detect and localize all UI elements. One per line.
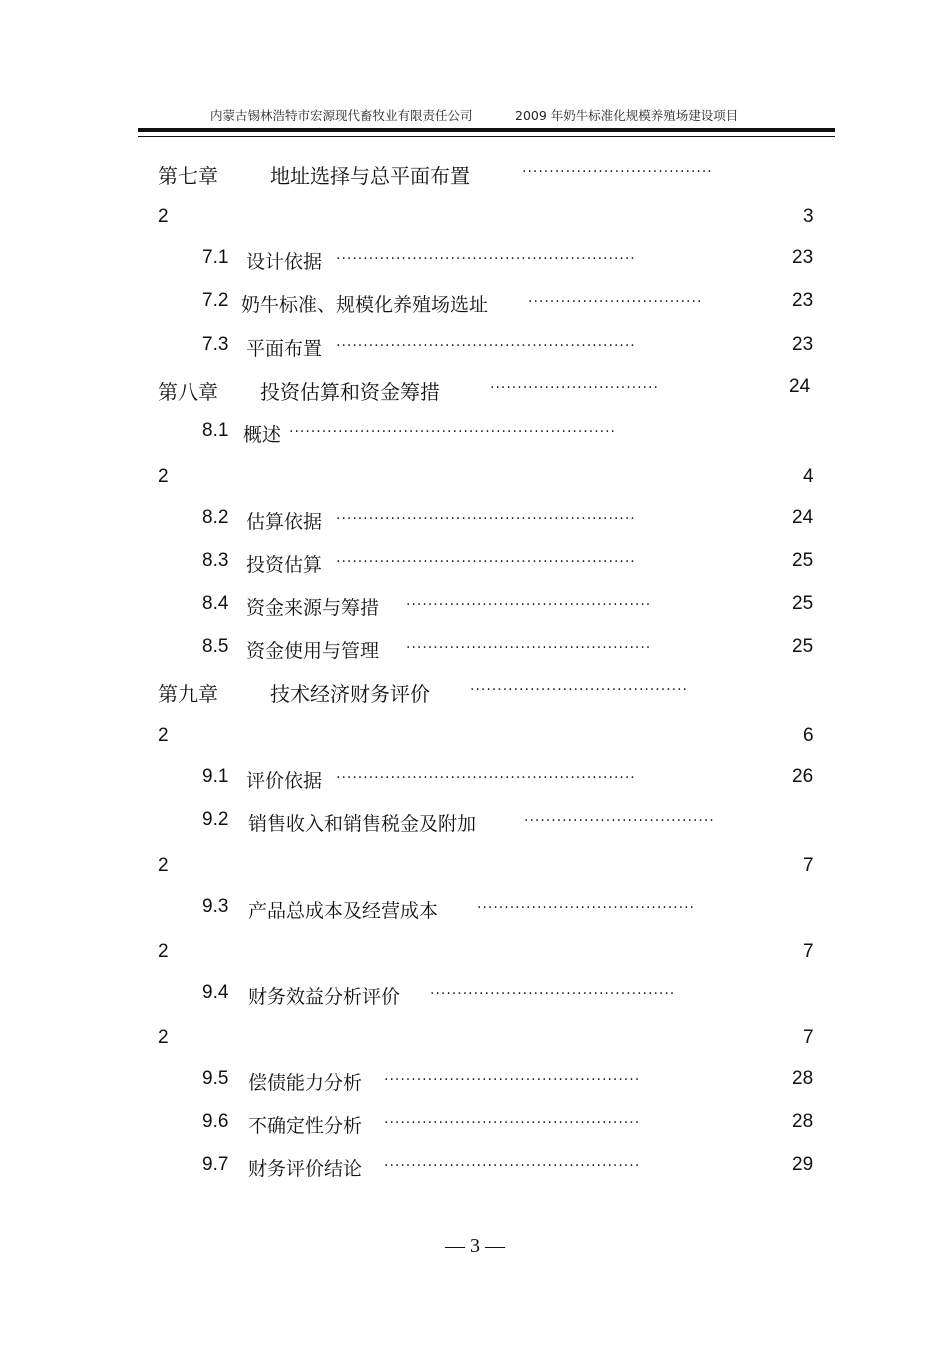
section-number: 9.4 — [202, 982, 229, 1003]
page-number: 23 — [792, 334, 814, 355]
chapter-label: 第八章 — [158, 380, 218, 404]
leader-dots: ······················································· — [336, 511, 636, 527]
toc-section-9-6[interactable] — [0, 1111, 950, 1141]
toc-section-7-3[interactable] — [0, 334, 950, 364]
toc-section-9-1[interactable] — [0, 766, 950, 796]
chapter-title: 投资估算和资金筹措 — [260, 380, 440, 404]
section-number: 7.3 — [202, 334, 229, 355]
section-number: 9.5 — [202, 1068, 229, 1089]
toc-section-9-7[interactable] — [0, 1154, 950, 1184]
chapter-title: 技术经济财务评价 — [270, 682, 430, 706]
toc-section-8-1[interactable] — [0, 420, 950, 450]
section-title: 投资估算 — [246, 554, 323, 576]
toc-section-9-2[interactable] — [0, 809, 950, 839]
section-title: 评价依据 — [246, 770, 323, 792]
header-company: 内蒙古锡林浩特市宏源现代畜牧业有限责任公司 — [210, 108, 473, 123]
section-number: 9.7 — [202, 1154, 229, 1175]
toc-section-8-2[interactable] — [0, 507, 950, 537]
page-number-part: 3 — [803, 206, 814, 227]
page-number: 29 — [792, 1154, 814, 1175]
page-number-part: 6 — [803, 725, 814, 746]
toc-chapter-9-page — [0, 725, 950, 755]
section-number: 8.4 — [202, 593, 229, 614]
section-number: 9.1 — [202, 766, 229, 787]
toc-chapter-7[interactable] — [0, 160, 950, 190]
leader-dots: ······················································· — [336, 770, 636, 786]
toc-section-9-4-page — [0, 1027, 950, 1057]
section-title: 概述 — [243, 424, 282, 446]
toc-chapter-8[interactable] — [0, 376, 950, 406]
page-number: 25 — [792, 593, 814, 614]
leader-dots: ··············································· — [384, 1158, 641, 1174]
page-number-part: 2 — [158, 725, 169, 746]
section-number: 7.2 — [202, 290, 229, 311]
section-number: 8.2 — [202, 507, 229, 528]
leader-dots: ············································· — [430, 986, 676, 1002]
section-title: 财务评价结论 — [248, 1158, 363, 1180]
toc-section-9-3-page — [0, 941, 950, 971]
page-number-part: 4 — [803, 466, 814, 487]
section-title: 资金使用与管理 — [246, 640, 380, 662]
page-number-part: 2 — [158, 466, 169, 487]
section-title: 财务效益分析评价 — [248, 986, 401, 1008]
leader-dots: ···························································· — [289, 424, 617, 440]
toc-section-7-2[interactable] — [0, 290, 950, 320]
section-title: 偿债能力分析 — [248, 1072, 363, 1094]
toc-section-8-4[interactable] — [0, 593, 950, 623]
section-number: 8.5 — [202, 636, 229, 657]
section-title: 设计依据 — [246, 251, 323, 273]
section-number: 8.3 — [202, 550, 229, 571]
section-number: 9.6 — [202, 1111, 229, 1132]
page-number-part: 2 — [158, 1027, 169, 1048]
section-number: 9.2 — [202, 809, 229, 830]
leader-dots: ········································ — [470, 682, 689, 698]
page-number: 23 — [792, 247, 814, 268]
leader-dots: ··············································· — [384, 1115, 641, 1131]
leader-dots: ··································· — [524, 813, 715, 829]
page-number: 25 — [792, 636, 814, 657]
section-number: 7.1 — [202, 247, 229, 268]
section-title: 估算依据 — [246, 511, 323, 533]
section-title: 不确定性分析 — [248, 1115, 363, 1137]
section-title: 资金来源与筹措 — [246, 597, 380, 619]
header-project: 2009 年奶牛标准化规模养殖场建设项目 — [515, 108, 739, 123]
page-number-part: 7 — [803, 1027, 814, 1048]
section-title: 销售收入和销售税金及附加 — [248, 813, 477, 835]
chapter-label: 第九章 — [158, 682, 218, 706]
page-number-part: 2 — [158, 941, 169, 962]
page-number: 24 — [792, 507, 814, 528]
toc-section-8-1-page — [0, 466, 950, 496]
section-title: 平面布置 — [246, 338, 323, 360]
page-number-part: 2 — [158, 206, 169, 227]
chapter-label: 第七章 — [158, 164, 218, 188]
leader-dots: ······················································· — [336, 338, 636, 354]
section-number: 9.3 — [202, 896, 229, 917]
section-title: 产品总成本及经营成本 — [248, 900, 439, 922]
page-number-part: 7 — [803, 855, 814, 876]
leader-dots: ······················································· — [336, 554, 636, 570]
leader-dots: ··································· — [522, 164, 713, 180]
leader-dots: ············································· — [406, 597, 652, 613]
leader-dots: ············································· — [406, 640, 652, 656]
page-number: 24 — [789, 376, 811, 397]
page-number: 28 — [792, 1111, 814, 1132]
toc-section-9-4[interactable] — [0, 982, 950, 1012]
page-number-part: 7 — [803, 941, 814, 962]
toc-section-8-5[interactable] — [0, 636, 950, 666]
toc-section-9-3[interactable] — [0, 896, 950, 926]
toc-section-9-2-page — [0, 855, 950, 885]
leader-dots: ································ — [528, 294, 703, 310]
leader-dots: ······························· — [490, 380, 659, 396]
leader-dots: ··············································· — [384, 1072, 641, 1088]
chapter-title: 地址选择与总平面布置 — [270, 164, 470, 188]
page-number-part: 2 — [158, 855, 169, 876]
toc-section-7-1[interactable] — [0, 247, 950, 277]
page-number: 25 — [792, 550, 814, 571]
page-footer-number: — 3 — — [445, 1235, 505, 1257]
toc-chapter-7-page — [0, 206, 950, 236]
toc-section-9-5[interactable] — [0, 1068, 950, 1098]
leader-dots: ······················································· — [336, 251, 636, 267]
toc-chapter-9[interactable] — [0, 678, 950, 708]
section-title: 奶牛标准、规模化养殖场选址 — [241, 294, 489, 316]
toc-section-8-3[interactable] — [0, 550, 950, 580]
page-number: 23 — [792, 290, 814, 311]
page-number: 26 — [792, 766, 814, 787]
leader-dots: ········································ — [477, 900, 696, 916]
page-number: 28 — [792, 1068, 814, 1089]
section-number: 8.1 — [202, 420, 229, 441]
